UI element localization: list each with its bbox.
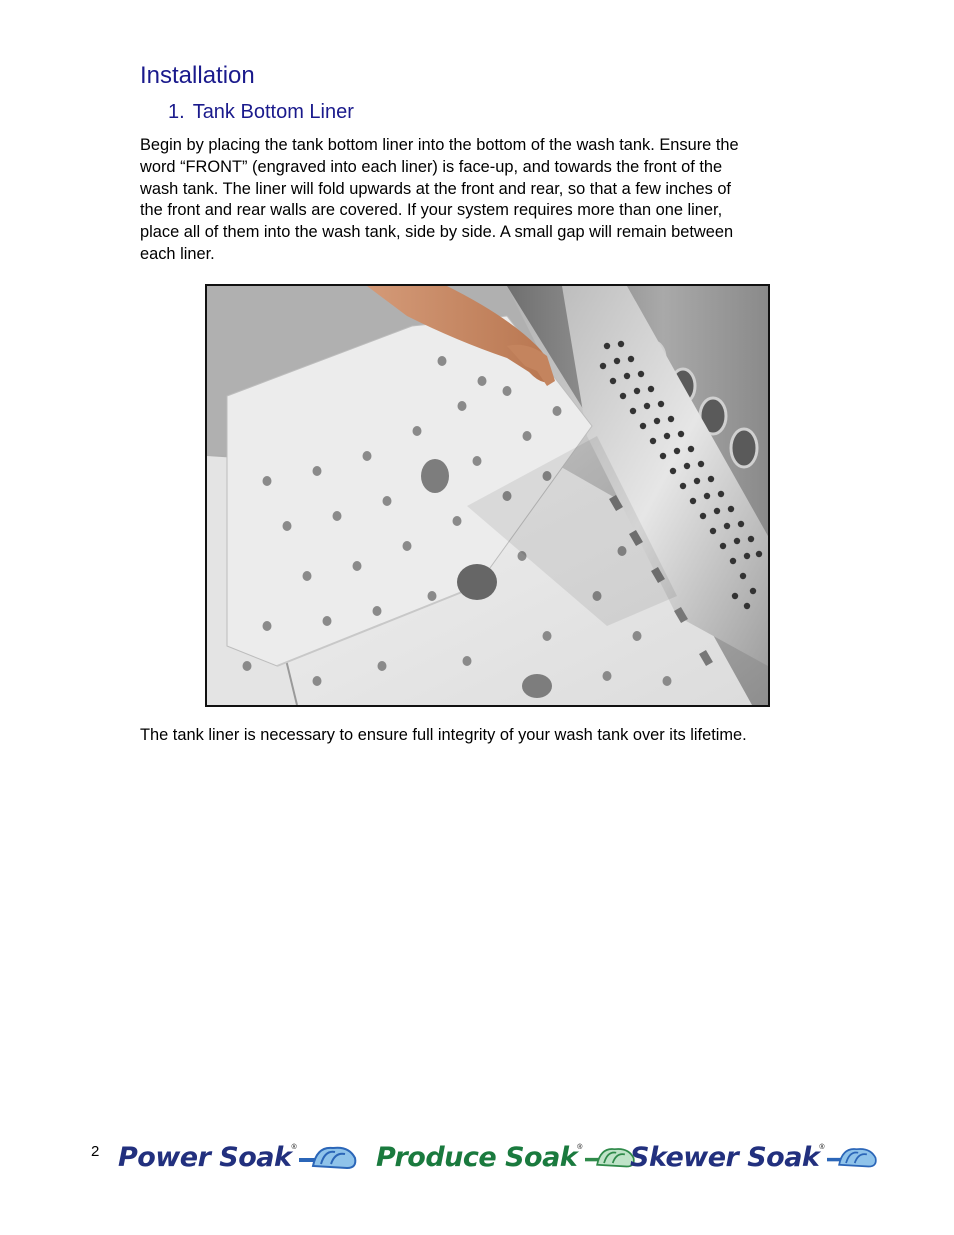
wave-icon [299, 1144, 359, 1175]
brand-logos [118, 1138, 900, 1178]
section-heading: Installation [140, 62, 255, 89]
registered-mark: ® [819, 1144, 825, 1151]
paragraph-line: wash tank. The liner will fold upwards at the front and rear, so that a few inches of [140, 179, 731, 198]
registered-mark: ® [291, 1144, 297, 1151]
paragraph-line: the front and rear walls are covered. If your system requires more than one liner, [140, 201, 723, 220]
paragraph-line: place all of them into the wash tank, side by side. A small gap will remain between [140, 223, 734, 242]
wave-icon [827, 1144, 879, 1175]
paragraph-line: Begin by placing the tank bottom liner into the bottom of the wash tank. Ensure the [140, 136, 739, 154]
produce-soak-logo [376, 1138, 637, 1178]
paragraph-line: each liner. [140, 244, 215, 263]
logo-text: Skewer Soak [630, 1142, 820, 1173]
tank-liner-illustration [207, 286, 768, 705]
subsection-number: 1. [168, 101, 185, 123]
closing-statement: The tank liner is necessary to ensure full integrity of your wash tank over its lifetime. [140, 726, 747, 744]
logo-text: Produce Soak [376, 1142, 578, 1173]
tank-liner-photo [205, 284, 770, 707]
subsection-heading [168, 101, 354, 124]
subsection-title: Tank Bottom Liner [192, 101, 354, 123]
registered-mark: ® [577, 1144, 583, 1151]
power-soak-logo [118, 1138, 359, 1178]
page-number: 2 [91, 1143, 100, 1160]
skewer-soak-logo [630, 1138, 879, 1178]
paragraph-line: word “FRONT” (engraved into each liner) is face-up, and towards the front of the [140, 157, 723, 176]
instruction-paragraph [140, 135, 840, 266]
logo-text: Power Soak [118, 1142, 292, 1173]
